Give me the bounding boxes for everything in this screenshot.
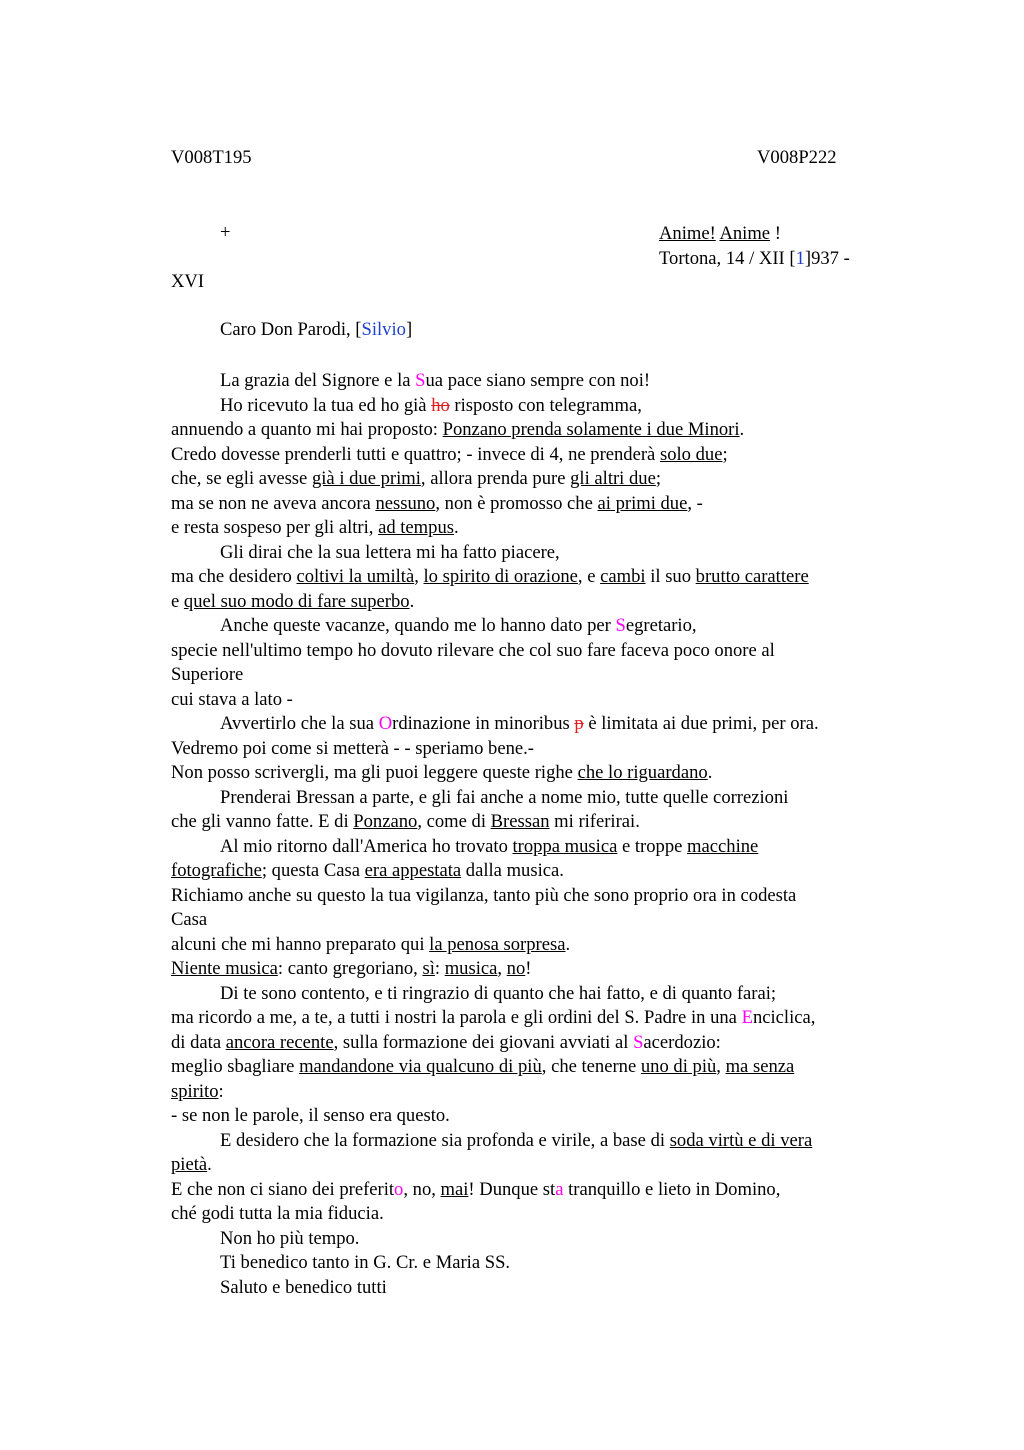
body-line: alcuni che mi hanno preparato qui la penosa sorpresa. <box>171 933 571 955</box>
body-line: Niente musica: canto gregoriano, sì: musica, no! <box>171 958 532 979</box>
body-line: e resta sospeso per gli altri, ad tempus. <box>171 517 459 538</box>
body-line: specie nell'ultimo tempo ho dovuto rilevare che col suo fare faceva poco onore al <box>171 639 775 661</box>
letter-body <box>171 369 901 1300</box>
body-line: ma se non ne aveva ancora nessuno, non è promosso che ai primi due, - <box>171 492 703 514</box>
body-line: e quel suo modo di fare superbo. <box>171 590 415 612</box>
editorial-letter: E <box>741 1007 753 1028</box>
body-line: di data ancora recente, sulla formazione dei giovani avviati al Sacerdozio: <box>171 1031 721 1053</box>
fascist-year: XVI <box>171 271 205 292</box>
motto-line <box>659 222 850 247</box>
body-line: ma che desidero coltivi la umiltà, lo spirito di orazione, e cambi il suo brutto carattere <box>171 566 809 587</box>
greeting <box>220 319 412 341</box>
body-line: meglio sbagliare mandandone via qualcuno di più, che tenerne uno di più, ma senza <box>171 1056 795 1077</box>
motto-punct: ! <box>770 223 781 244</box>
body-line: Al mio ritorno dall'America ho trovato troppa musica e troppe macchine <box>220 835 759 857</box>
body-line: Non ho più tempo. <box>220 1227 360 1249</box>
body-line: Gli dirai che la sua lettera mi ha fatto piacere, <box>220 541 560 563</box>
place-date-text: Tortona, 14 / XII [ <box>659 247 796 269</box>
body-line: Prenderai Bressan a parte, e gli fai anche a nome mio, tutte quelle correzioni <box>220 786 789 808</box>
body-line: Anche queste vacanze, quando me lo hanno dato per Segretario, <box>220 615 697 636</box>
letter-heading <box>659 222 850 271</box>
greeting-text: ] <box>405 319 413 340</box>
motto-word: Anime <box>719 223 771 244</box>
editorial-letter: o <box>394 1178 404 1200</box>
body-line: Vedremo poi come si metterà - - speriamo bene.- <box>171 737 534 759</box>
deleted-text: p <box>574 713 584 734</box>
body-line: che gli vanno fatte. E di Ponzano, come di Bressan mi riferirai. <box>171 811 640 832</box>
editorial-insert: 1 <box>795 247 805 269</box>
motto-word: Anime! <box>659 223 716 244</box>
editorial-letter: O <box>378 713 393 734</box>
body-line: Ho ricevuto la tua ed ho già ho risposto con telegramma, <box>220 394 642 416</box>
body-line: E desidero che la formazione sia profonda e virile, a base di soda virtù e di vera <box>220 1129 813 1151</box>
body-line: E che non ci siano dei preferito, no, mai! Dunque sta tranquillo e lieto in Domino, <box>171 1178 781 1200</box>
editorial-letter: S <box>415 370 426 391</box>
body-line: annuendo a quanto mi hai proposto: Ponzano prenda solamente i due Minori. <box>171 419 745 440</box>
deleted-text: ho <box>431 394 450 416</box>
body-line: pietà. <box>171 1154 212 1175</box>
body-line: Non posso scrivergli, ma gli puoi leggere queste righe che lo riguardano. <box>171 762 713 783</box>
editorial-insert: Silvio <box>361 319 406 340</box>
body-line: Di te sono contento, e ti ringrazio di quanto che hai fatto, e di quanto farai; <box>220 982 777 1004</box>
body-line: Ti benedico tanto in G. Cr. e Maria SS. <box>220 1252 511 1273</box>
document-ref-left: V008T195 <box>171 147 252 168</box>
body-line: fotografiche; questa Casa era appestata dalla musica. <box>171 860 564 881</box>
body-line: spirito: <box>171 1080 224 1102</box>
editorial-letter: S <box>615 615 626 636</box>
place-date-text: ]937 - <box>804 247 850 269</box>
body-line: ché godi tutta la mia fiducia. <box>171 1203 384 1224</box>
place-date <box>659 247 850 272</box>
body-line: Avvertirlo che la sua Ordinazione in minoribus p è limitata ai due primi, per ora. <box>220 713 819 734</box>
body-line: che, se egli avesse già i due primi, allora prenda pure gli altri due; <box>171 468 662 489</box>
document-ref-right: V008P222 <box>757 147 837 168</box>
cross-symbol: + <box>220 222 231 243</box>
body-line: Superiore <box>171 664 244 685</box>
body-line: - se non le parole, il senso era questo. <box>171 1105 450 1126</box>
body-line: Saluto e benedico tutti <box>220 1276 387 1298</box>
editorial-letter: a <box>555 1178 564 1200</box>
body-line: cui stava a lato - <box>171 688 293 710</box>
body-line: Casa <box>171 909 208 930</box>
editorial-letter: S <box>633 1031 644 1053</box>
body-line: ma ricordo a me, a te, a tutti i nostri la parola e gli ordini del S. Padre in una Enciclica, <box>171 1007 816 1028</box>
greeting-text: Caro Don Parodi, [ <box>220 319 362 340</box>
body-line: Richiamo anche su questo la tua vigilanza, tanto più che sono proprio ora in codesta <box>171 884 797 906</box>
body-line: La grazia del Signore e la Sua pace siano sempre con noi! <box>220 370 651 391</box>
body-line: Credo dovesse prenderli tutti e quattro; - invece di 4, ne prenderà solo due; <box>171 443 728 465</box>
